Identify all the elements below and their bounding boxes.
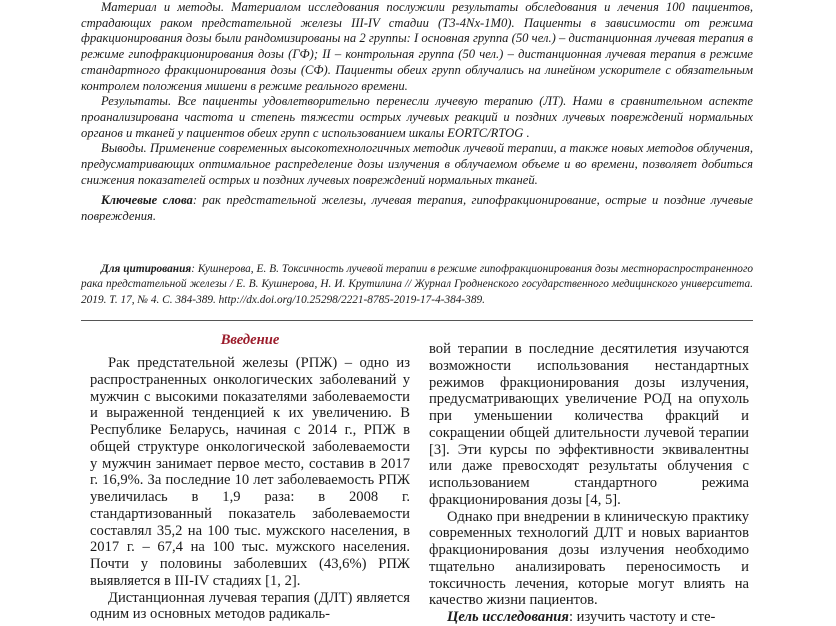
right-paragraph-1: вой терапии в последние десятилетия изучаются возможности использования нестандартных режимов фракционирования дозы излучения, предусматривающих увеличение РОД на опухоль при уменьшении количества фракций и сокращении общей длительности лучевой терапии [3]. Эти курсы по эффективности эквивалентны или даже превосходят результаты облучения с использованием стандартного режима фракционирования дозы [4, 5]. <box>429 341 749 508</box>
right-paragraph-2: Однако при внедрении в клиническую практику современных технологий ДЛТ и новых вариантов фракционирования дозы излучения необходимо тщательно анализировать переносимость и токсичность лечения, которые могут влиять на качество жизни пациентов. <box>429 508 749 609</box>
citation <box>81 262 753 308</box>
left-column <box>90 331 410 623</box>
intro-paragraph-2: Дистанционная лучевая терапия (ДЛТ) является одним из основных методов радикаль- <box>90 589 410 623</box>
intro-paragraph-1: Рак предстательной железы (РПЖ) – одно из распространенных онкологических заболеваний у мужчин с высокими показателями заболеваемости и выраженной тенденцией к их увеличению. В Республике Беларусь, начиная с 2014 г., РПЖ в общей структуре онкологической заболеваемости у мужчин занимает первое место, составив в 2017 г. 16,9%. За последние 10 лет заболеваемость РПЖ увеличилась в 1,9 раза: в 2008 г. стандартизованный показатель заболеваемости составлял 35,2 на 100 тыс. мужского населения, в 2017 г. – 67,4 на 100 тыс. мужского населения. Почти у половины заболевших (43,6%) РПЖ выявляется в III-IV стадиях [1, 2]. <box>90 355 410 589</box>
abstract-conclusions: Выводы. Применение современных высокотехнологичных методик лучевой терапии, а также новых методов облучения, предусматривающих оптимальное распределение дозы излучения в облучаемом объеме и во времени, позволяет добиться снижения показателей острых и поздних лучевых повреждений нормальных тканей. <box>81 141 753 187</box>
citation-text: : Кушнерова, Е. В. Токсичность лучевой терапии в режиме гипофракционирования дозы местнораспространенного рака предстательной железы / Е. В. Кушнерова, Н. И. Крутилина // Журнал Гродненского государственного медицинского университета. 2019. Т. 17, № 4. С. 384-389. http://dx.doi.org/10.25298/2221-8785-2019-17-4-384-389. <box>81 263 754 306</box>
aim-paragraph <box>429 609 749 626</box>
abstract-results: Результаты. Все пациенты удовлетворительно перенесли лучевую терапию (ЛТ). Нами в сравнительном аспекте проанализирована частота и степень тяжести острых лучевых реакций и поздних лучевых повреждений нормальных органов и тканей у пациентов обеих групп с использованием шкалы EORTC/RTOG . <box>81 94 753 140</box>
keywords-text: : рак предстательной железы, лучевая терапия, гипофракционирование, острые и поздние лучевые повреждения. <box>81 193 753 224</box>
aim-label: Цель исследования <box>447 609 569 625</box>
abstract <box>81 0 753 225</box>
citation-label: Для цитирования <box>101 263 192 275</box>
right-column <box>429 341 749 626</box>
abstract-keywords <box>81 193 753 224</box>
abstract-methods: Материал и методы. Материалом исследования послужили результаты обследования и лечения 100 пациентов, страдающих раком предстательной железы III-IV стадии (T3-4Nx-1M0). Пациенты в зависимости от режима фракционирования дозы были рандомизированы на 2 группы: I основная группа (50 чел.) – дистанционная лучевая терапия в режиме гипофракционирования дозы (ГФ); II – контрольная группа (50 чел.) – дистанционная лучевая терапия в режиме стандартного фракционирования дозы (СФ). Пациенты обеих групп облучались на линейном ускорителе с обязательным контролем положения мишени в режиме реального времени. <box>81 0 753 93</box>
aim-text: : изучить частоту и сте- <box>568 609 716 625</box>
intro-heading: Введение <box>220 332 280 348</box>
section-divider <box>81 320 753 321</box>
keywords-label: Ключевые слова <box>101 193 193 208</box>
